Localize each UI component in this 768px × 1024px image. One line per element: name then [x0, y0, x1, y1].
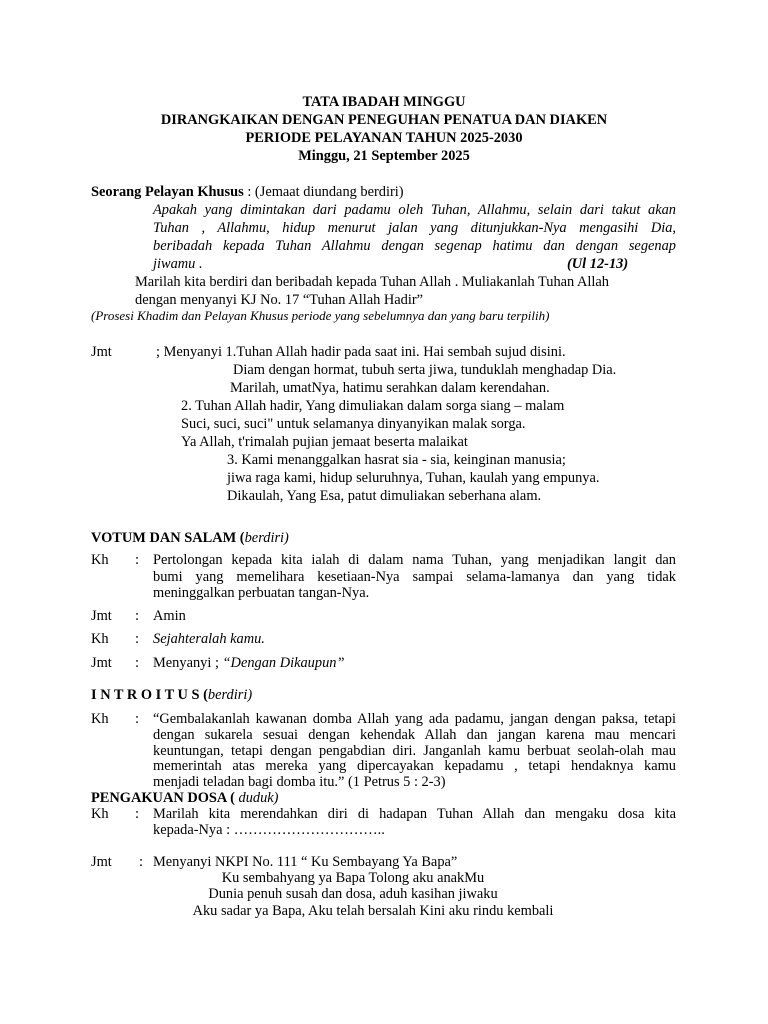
opening-speaker: Seorang Pelayan Khusus [91, 184, 244, 200]
confession-heading-label: PENGAKUAN DOSA ( [91, 790, 239, 806]
opening-quote-line: Tuhan , Allahmu, hidup menurut jalan yang ditunjukkan-Nya mengasihi Dia, [153, 220, 676, 236]
votum-colon: : [135, 552, 139, 568]
introitus-line: dengan sukarela sesuai dengan kehendak Allah dan jangan karena mau mencari [153, 727, 676, 743]
confession-line: kepada-Nya : ………………………….. [153, 822, 385, 838]
song-line: Diam dengan hormat, tubuh serta jiwa, tunduklah menghadap Dia. [233, 362, 617, 378]
votum-song-intro: Menyanyi ; [153, 655, 223, 671]
votum-response: Amin [153, 608, 186, 624]
song2-colon: : [139, 854, 143, 870]
votum-greeting: Sejahteralah kamu. [153, 631, 265, 647]
votum-speaker: Kh [91, 631, 109, 647]
song-line: Ku sembahyang ya Bapa Tolong aku anakMu [221, 870, 485, 886]
votum-song [153, 654, 344, 672]
invitation-line: Marilah kita berdiri dan beribadah kepada Tuhan Allah . Muliakanlah Tuhan Allah [135, 274, 610, 290]
introitus-line: menjadi teladan bagi domba itu.” (1 Petrus 5 : 2-3) [153, 774, 446, 790]
song-line: Dikaulah, Yang Esa, patut dimuliakan seberhana alam. [227, 488, 542, 504]
song-line: ; Menyanyi 1.Tuhan Allah hadir pada saat ini. Hai sembah sujud disini. [156, 344, 566, 360]
votum-song-title: “Dengan Dikaupun” [222, 655, 345, 671]
introitus-heading-note: berdiri) [207, 687, 253, 703]
introitus-heading [91, 686, 252, 704]
song-line: Marilah, umatNya, hatimu serahkan dalam kerendahan. [230, 380, 550, 396]
introitus-speaker: Kh [91, 711, 109, 727]
invitation-line: dengan menyanyi KJ No. 17 “Tuhan Allah Hadir” [135, 292, 424, 308]
opening-quote-reference: (Ul 12-13) [567, 256, 629, 272]
confession-line: Marilah kita merendahkan diri di hadapan Tuhan Allah dan mengaku dosa kita [153, 806, 676, 822]
votum-colon: : [135, 608, 139, 624]
opening-quote-line: Apakah yang dimintakan dari padamu oleh Tuhan, Allahmu, selain dari takut akan [153, 202, 676, 218]
votum-heading-note: berdiri) [244, 530, 289, 546]
document-title: TATA IBADAH MINGGU [302, 94, 466, 110]
votum-colon: : [135, 631, 139, 647]
opening-speaker-note: : (Jemaat diundang berdiri) [243, 184, 404, 200]
votum-speaker: Jmt [91, 655, 112, 671]
song-line: Aku sadar ya Bapa, Aku telah bersalah Kini aku rindu kembali [192, 903, 554, 919]
song2-speaker: Jmt [91, 854, 112, 870]
song2-intro: Menyanyi NKPI No. 111 “ Ku Sembayang Ya Bapa” [153, 854, 458, 870]
procession-note: (Prosesi Khadim dan Pelayan Khusus periode yang sebelumnya dan yang baru terpilih) [91, 308, 550, 323]
votum-line: Pertolongan kepada kita ialah di dalam nama Tuhan, yang menjadikan langit dan [153, 552, 676, 568]
introitus-line: keuntungan, tetapi dengan pengabdian diri. Janganlah kamu berbuat seolah-olah mau [153, 743, 676, 759]
song-line: Dunia penuh susah dan dosa, aduh kasihan jiwaku [208, 886, 498, 902]
votum-speaker: Jmt [91, 608, 112, 624]
confession-colon: : [135, 806, 139, 822]
votum-line: bumi yang memelihara kesetiaan-Nya sampai selama-lamanya dan yang tidak [153, 569, 676, 585]
introitus-colon: : [135, 711, 139, 727]
song-line: Ya Allah, t'rimalah pujian jemaat beserta malaikat [181, 434, 468, 450]
document-subtitle: DIRANGKAIKAN DENGAN PENEGUHAN PENATUA DAN DIAKEN [160, 112, 608, 128]
song1-speaker: Jmt [91, 344, 112, 360]
song-line: Suci, suci, suci" untuk selamanya dinyanyikan malak sorga. [181, 416, 526, 432]
votum-heading-label: VOTUM DAN SALAM ( [91, 530, 245, 546]
votum-colon: : [135, 655, 139, 671]
introitus-line: memerintah atas mereka yang dipercayakan kepadamu , tetapi hendaknya kamu [153, 758, 676, 774]
confession-heading-note: duduk) [238, 790, 279, 806]
votum-line: meninggalkan perbuatan tangan-Nya. [153, 585, 370, 601]
introitus-line: “Gembalakanlah kawanan domba Allah yang ada padamu, jangan dengan paksa, tetapi [153, 711, 676, 727]
service-date: Minggu, 21 September 2025 [298, 148, 470, 164]
introitus-heading-label: I N T R O I T U S ( [91, 687, 208, 703]
song-line: 3. Kami menanggalkan hasrat sia - sia, keinginan manusia; [227, 452, 566, 468]
service-period: PERIODE PELAYANAN TAHUN 2025-2030 [245, 130, 523, 146]
votum-heading [91, 529, 289, 547]
song-line: jiwa raga kami, hidup seluruhnya, Tuhan, kaulah yang empunya. [227, 470, 600, 486]
votum-speaker: Kh [91, 552, 109, 568]
song-line: 2. Tuhan Allah hadir, Yang dimuliakan dalam sorga siang – malam [181, 398, 565, 414]
opening-quote-line: jiwamu . [153, 256, 203, 272]
confession-speaker: Kh [91, 806, 109, 822]
opening-speaker-line [91, 183, 404, 201]
opening-quote-line: beribadah kepada Tuhan Allahmu dengan segenap hatimu dan dengan segenap [153, 238, 676, 254]
